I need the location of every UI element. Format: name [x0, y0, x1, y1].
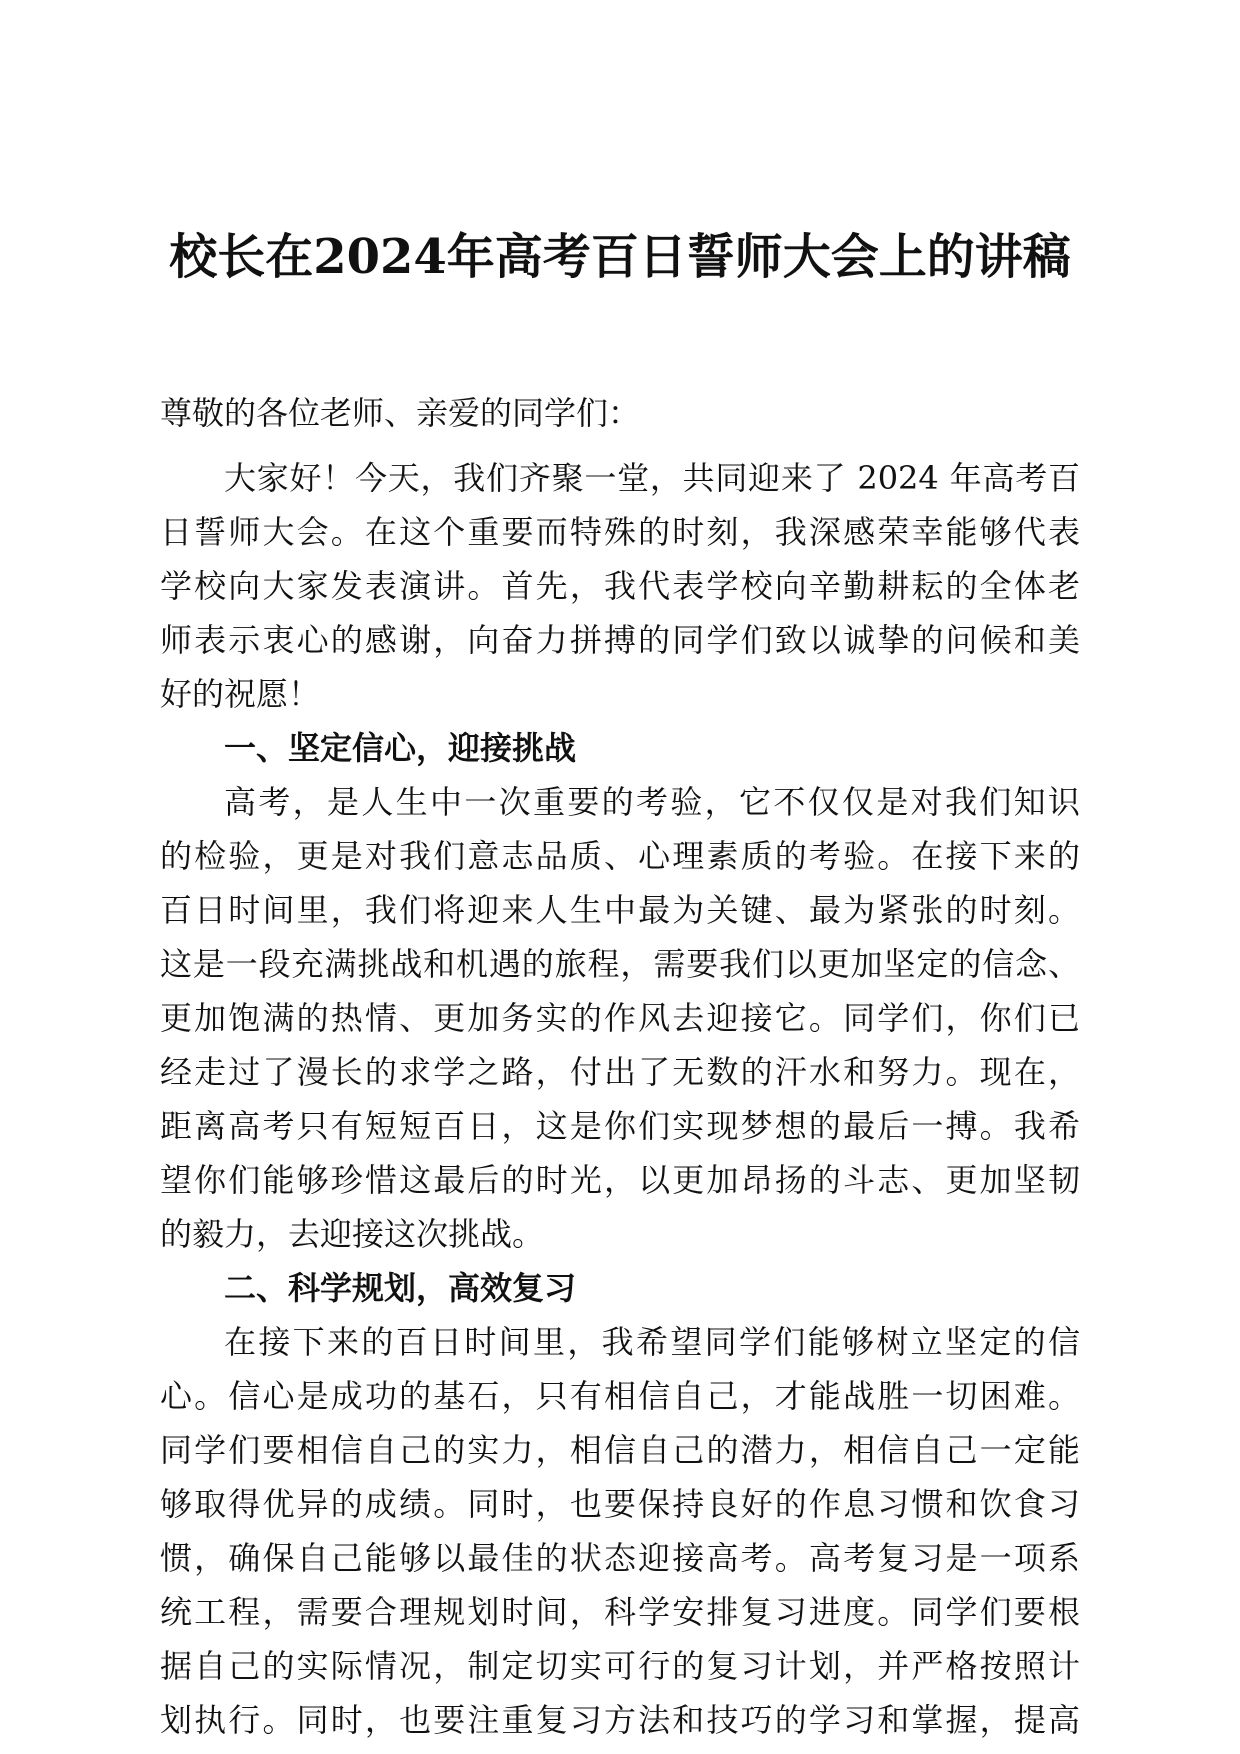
- document-title: 校长在2024年高考百日誓师大会上的讲稿: [169, 229, 1071, 285]
- paragraph-line: 百日时间里，我们将迎来人生中最为关键、最为紧张的时刻。: [160, 891, 1080, 929]
- paragraph-line: 的毅力，去迎接这次挑战。: [160, 1215, 545, 1253]
- paragraph-line: 同学们要相信自己的实力，相信自己的潜力，相信自己一定能: [160, 1431, 1080, 1469]
- paragraph-line: 学校向大家发表演讲。首先，我代表学校向辛勤耕耘的全体老: [160, 567, 1080, 605]
- paragraph-line: 划执行。同时，也要注重复习方法和技巧的学习和掌握，提高: [160, 1701, 1080, 1739]
- paragraph-line: 经走过了漫长的求学之路，付出了无数的汗水和努力。现在，: [160, 1053, 1080, 1091]
- paragraph-line: 好的祝愿！: [160, 675, 321, 713]
- paragraph-line: 望你们能够珍惜这最后的时光，以更加昂扬的斗志、更加坚韧: [160, 1161, 1080, 1199]
- paragraph-line: 在接下来的百日时间里，我希望同学们能够树立坚定的信: [224, 1323, 1080, 1361]
- paragraph-line: 大家好！今天，我们齐聚一堂，共同迎来了 2024 年高考百: [224, 459, 1080, 497]
- paragraph-line: 这是一段充满挑战和机遇的旅程，需要我们以更加坚定的信念、: [160, 945, 1080, 983]
- paragraph-line: 距离高考只有短短百日，这是你们实现梦想的最后一搏。我希: [160, 1107, 1080, 1145]
- paragraph-line: 据自己的实际情况，制定切实可行的复习计划，并严格按照计: [160, 1647, 1080, 1685]
- paragraph-line: 日誓师大会。在这个重要而特殊的时刻，我深感荣幸能够代表: [160, 513, 1080, 551]
- paragraph-line: 更加饱满的热情、更加务实的作风去迎接它。同学们，你们已: [160, 999, 1080, 1037]
- paragraph-line: 的检验，更是对我们意志品质、心理素质的考验。在接下来的: [160, 837, 1080, 875]
- paragraph-line: 师表示衷心的感谢，向奋力拼搏的同学们致以诚挚的问候和美: [160, 621, 1080, 659]
- paragraph-line: 心。信心是成功的基石，只有相信自己，才能战胜一切困难。: [160, 1377, 1080, 1415]
- paragraph-line: 够取得优异的成绩。同时，也要保持良好的作息习惯和饮食习: [160, 1485, 1080, 1523]
- section-heading: 一、坚定信心，迎接挑战: [224, 729, 577, 767]
- paragraph-line: 惯，确保自己能够以最佳的状态迎接高考。高考复习是一项系: [160, 1539, 1080, 1577]
- paragraph-line: 高考，是人生中一次重要的考验，它不仅仅是对我们知识: [224, 783, 1080, 821]
- paragraph-line: 统工程，需要合理规划时间，科学安排复习进度。同学们要根: [160, 1593, 1080, 1631]
- salutation: 尊敬的各位老师、亲爱的同学们：: [160, 394, 641, 432]
- section-heading: 二、科学规划，高效复习: [224, 1269, 577, 1307]
